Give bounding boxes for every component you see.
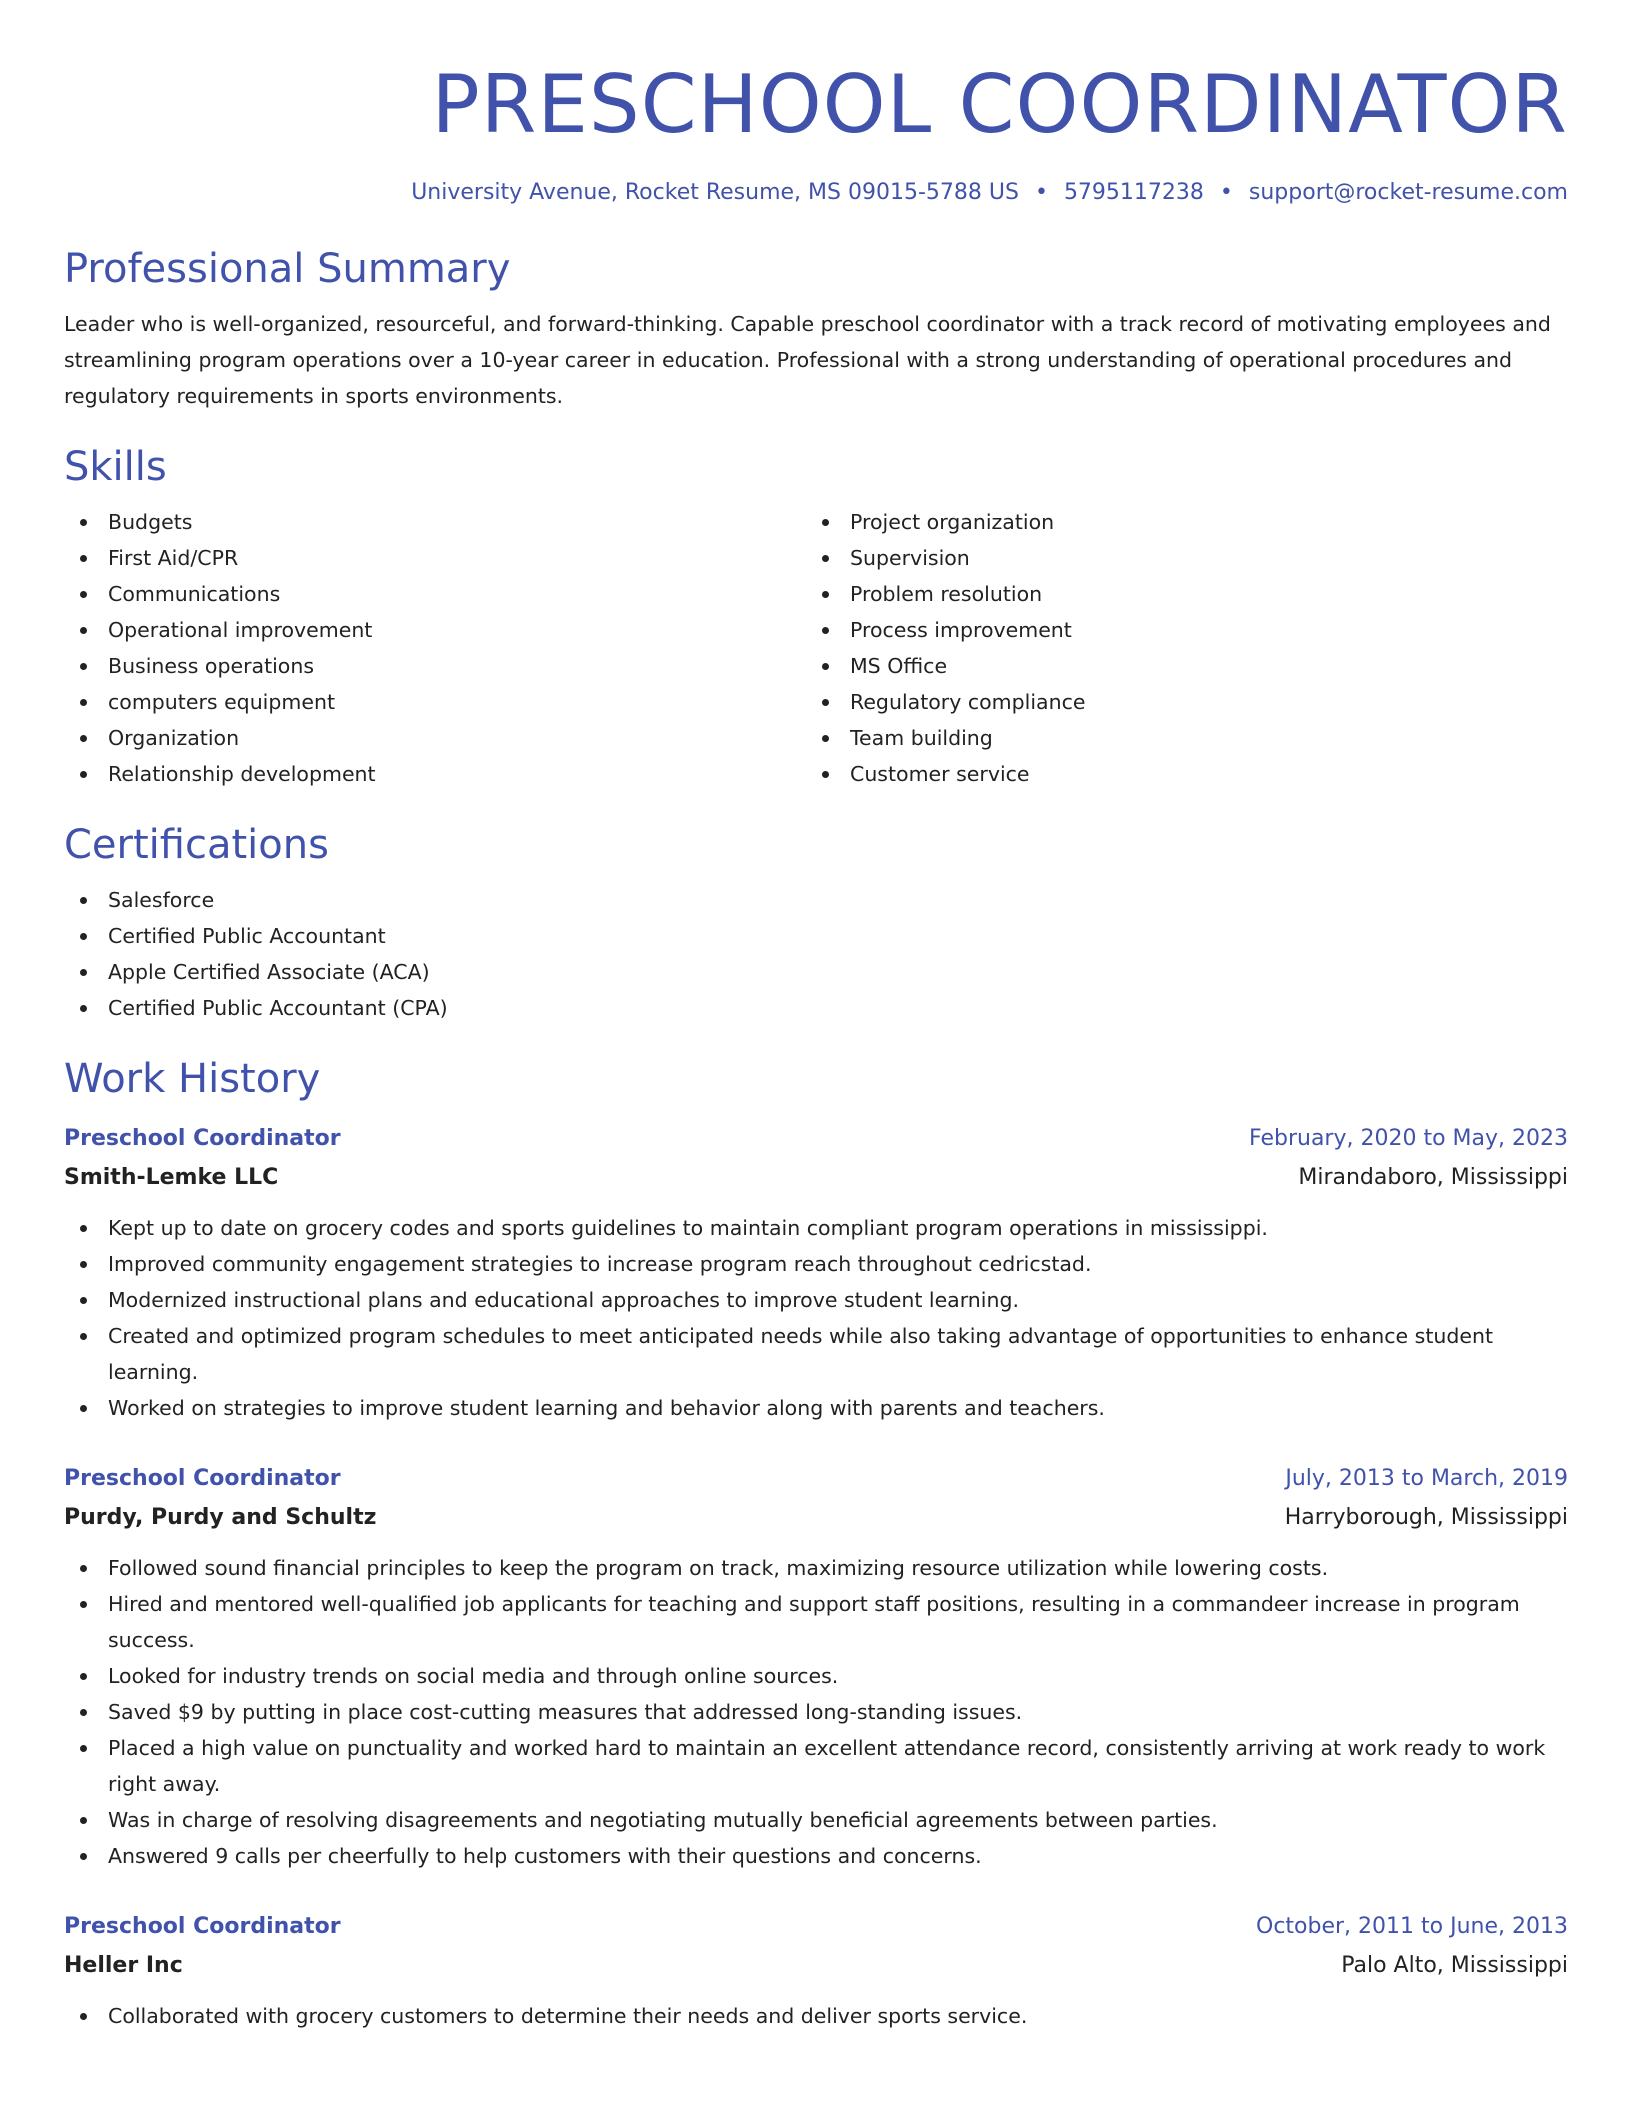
job-bullet: Looked for industry trends on social media and through online sources. <box>64 1658 1568 1694</box>
job-entry <box>64 1120 1568 1426</box>
job-location: Palo Alto, Mississippi <box>1341 1953 1568 1978</box>
job-bullet: Was in charge of resolving disagreements and negotiating mutually beneficial agreements between parties. <box>64 1802 1568 1838</box>
job-company: Heller Inc <box>64 1953 183 1978</box>
skill-item: MS Office <box>806 648 1548 684</box>
job-company-row <box>64 1498 1568 1538</box>
job-location: Mirandaboro, Mississippi <box>1298 1165 1568 1190</box>
contact-line <box>64 178 1568 208</box>
job-entry <box>64 1908 1568 2034</box>
skills-heading: Skills <box>64 444 167 490</box>
job-location: Harryborough, Mississippi <box>1284 1505 1568 1530</box>
skill-item: Process improvement <box>806 612 1548 648</box>
job-bullet: Modernized instructional plans and educational approaches to improve student learning. <box>64 1282 1568 1318</box>
job-title: Preschool Coordinator <box>64 1914 341 1939</box>
skill-item: Customer service <box>806 756 1548 792</box>
certification-item: Apple Certified Associate (ACA) <box>64 954 1568 990</box>
job-bullets <box>64 1210 1568 1426</box>
job-bullet: Answered 9 calls per cheerfully to help customers with their questions and concerns. <box>64 1838 1568 1874</box>
skill-item: Problem resolution <box>806 576 1548 612</box>
job-company: Smith-Lemke LLC <box>64 1165 279 1190</box>
contact-phone[interactable]: 5795117238 <box>1063 180 1204 205</box>
certifications-list <box>64 882 1568 1026</box>
job-bullet: Created and optimized program schedules to meet anticipated needs while also taking advantage of opportunities to enhance student learning. <box>64 1318 1568 1390</box>
certification-item: Certified Public Accountant <box>64 918 1568 954</box>
job-bullet: Saved $9 by putting in place cost-cutting measures that addressed long-standing issues. <box>64 1694 1568 1730</box>
job-bullets <box>64 1998 1568 2034</box>
job-company-row <box>64 1946 1568 1986</box>
skill-item: Budgets <box>64 504 806 540</box>
job-bullet: Placed a high value on punctuality and worked hard to maintain an excellent attendance record, consistently arriving at work ready to work right away. <box>64 1730 1568 1802</box>
job-title-row <box>64 1120 1568 1158</box>
job-bullet: Kept up to date on grocery codes and sports guidelines to maintain compliant program operations in mississippi. <box>64 1210 1568 1246</box>
skill-item: Business operations <box>64 648 806 684</box>
job-title: Preschool Coordinator <box>64 1126 341 1151</box>
job-bullet: Hired and mentored well-qualified job applicants for teaching and support staff positions, resulting in a commandeer increase in program success. <box>64 1586 1568 1658</box>
certification-item: Salesforce <box>64 882 1568 918</box>
job-dates: February, 2020 to May, 2023 <box>1249 1126 1568 1151</box>
job-title: Preschool Coordinator <box>64 1466 341 1491</box>
skill-item: Supervision <box>806 540 1548 576</box>
job-bullet: Worked on strategies to improve student learning and behavior along with parents and teachers. <box>64 1390 1568 1426</box>
job-dates: October, 2011 to June, 2013 <box>1256 1914 1568 1939</box>
job-title-row <box>64 1460 1568 1498</box>
job-bullet: Collaborated with grocery customers to determine their needs and deliver sports service. <box>64 1998 1568 2034</box>
contact-email[interactable]: support@rocket-resume.com <box>1248 180 1568 205</box>
skill-item: First Aid/CPR <box>64 540 806 576</box>
job-company: Purdy, Purdy and Schultz <box>64 1505 377 1530</box>
skill-item: Regulatory compliance <box>806 684 1548 720</box>
contact-separator: • <box>1219 180 1233 205</box>
summary-text: Leader who is well-organized, resourceful, and forward-thinking. Capable preschool coordinator with a track record of motivating employees and streamlining program operations over a 10-year career in education. Professional with a strong understanding of operational procedures and regulatory requirements in sports environments. <box>64 312 1551 408</box>
skills-list-left <box>64 504 806 792</box>
work-history-heading: Work History <box>64 1056 321 1102</box>
skill-item: computers equipment <box>64 684 806 720</box>
job-dates: July, 2013 to March, 2019 <box>1285 1466 1568 1491</box>
certification-item: Certified Public Accountant (CPA) <box>64 990 1568 1026</box>
job-entry <box>64 1460 1568 1874</box>
job-company-row <box>64 1158 1568 1198</box>
job-bullet: Improved community engagement strategies to increase program reach throughout cedricstad. <box>64 1246 1568 1282</box>
skill-item: Operational improvement <box>64 612 806 648</box>
skill-item: Relationship development <box>64 756 806 792</box>
skill-item: Communications <box>64 576 806 612</box>
contact-address: University Avenue, Rocket Resume, MS 09015-5788 US <box>411 180 1019 205</box>
candidate-name: PRESCHOOL COORDINATOR <box>431 58 1568 151</box>
summary-heading: Professional Summary <box>64 246 511 292</box>
contact-separator: • <box>1034 180 1048 205</box>
job-title-row <box>64 1908 1568 1946</box>
skills-list-right <box>806 504 1548 792</box>
skill-item: Organization <box>64 720 806 756</box>
job-bullets <box>64 1550 1568 1874</box>
skill-item: Project organization <box>806 504 1548 540</box>
resume-header <box>64 0 1568 208</box>
skills-grid <box>64 504 1568 792</box>
skill-item: Team building <box>806 720 1548 756</box>
job-bullet: Followed sound financial principles to keep the program on track, maximizing resource utilization while lowering costs. <box>64 1550 1568 1586</box>
certifications-heading: Certifications <box>64 822 329 868</box>
